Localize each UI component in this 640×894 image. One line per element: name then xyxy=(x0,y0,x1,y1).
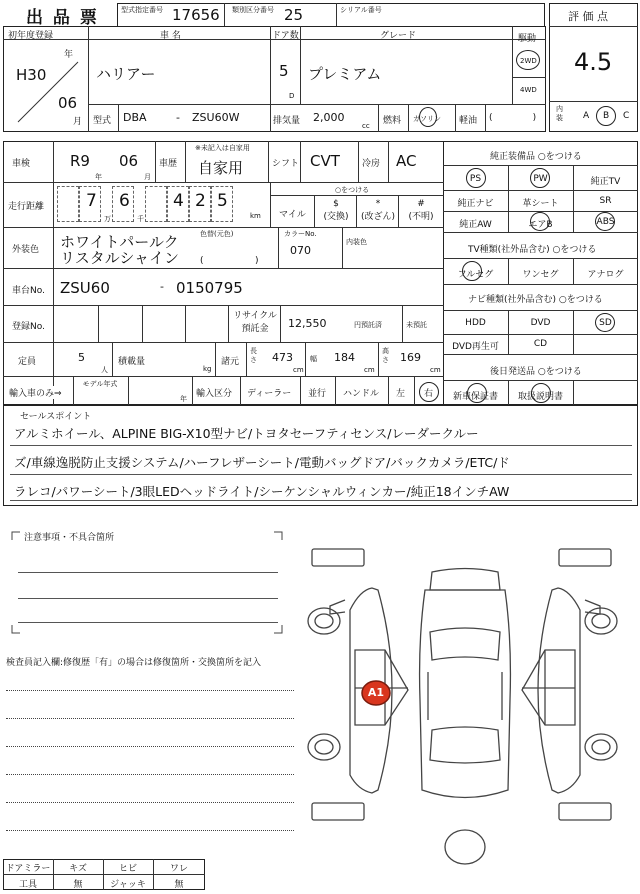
width: 184 xyxy=(334,351,355,364)
legend-tools: 工具 xyxy=(18,880,37,890)
rear-bumper-right xyxy=(559,803,611,820)
mileage-digit-4: 2 xyxy=(195,191,206,211)
import-dealer: ディーラー xyxy=(247,389,292,399)
length: 473 xyxy=(272,351,293,364)
inspection-era: R9 xyxy=(70,152,90,170)
notes-title: 注意事項・不具合箇所 xyxy=(22,530,116,543)
sales-points-title: セールスポイント xyxy=(20,412,92,422)
import-parallel: 並行 xyxy=(308,389,327,399)
height-unit: cm xyxy=(430,366,441,374)
mileage-digit-3: 4 xyxy=(173,191,184,211)
shift-label: シフト xyxy=(272,159,300,169)
serial-label: シリアル番号 xyxy=(340,6,382,14)
drive-label: 駆動 xyxy=(518,34,537,44)
rear-bumper-left xyxy=(312,803,364,820)
chassis-prefix: ZSU60 xyxy=(60,279,110,297)
recycle-deposited: 円預託済 xyxy=(354,321,382,329)
damage-marker-label: A1 xyxy=(367,686,385,699)
chassis-dash: - xyxy=(160,280,164,293)
front-bumper xyxy=(312,549,364,566)
tampered-symbol: * xyxy=(375,199,381,209)
ac: AC xyxy=(396,152,417,170)
first-reg-label: 初年度登録 xyxy=(8,31,54,41)
repaint-label: 色替(元色) xyxy=(200,230,234,238)
model-prefix: DBA xyxy=(123,111,147,124)
model-label: 型式 xyxy=(93,116,112,126)
shift: CVT xyxy=(310,152,340,170)
color-code: 070 xyxy=(290,244,311,257)
mileage-digit-2: 6 xyxy=(119,191,130,211)
load-unit: kg xyxy=(203,365,212,373)
first-reg-year-unit: 年 xyxy=(64,50,74,60)
spec-label: 諸元 xyxy=(221,357,240,367)
interior-grade-c: C xyxy=(623,111,630,121)
legend-jack-value: 無 xyxy=(174,880,184,890)
grade-label: グレード xyxy=(380,31,417,41)
mileage-man-unit: 万 xyxy=(104,215,111,223)
chassis-number: 0150795 xyxy=(176,279,243,297)
legend-jack: ジャッキ xyxy=(110,880,146,890)
chassis-label: 車台No. xyxy=(12,286,45,296)
repaint-original: ( ) xyxy=(200,256,259,266)
drive-4wd: 4WD xyxy=(520,86,537,94)
navi-hdd: HDD xyxy=(465,318,486,328)
model-spec-label: 型式指定番号 xyxy=(121,6,163,14)
mileage-label: 走行距離 xyxy=(8,202,45,212)
inspector-notes-title: 検査員記入欄:修復歴「有」の場合は修復箇所・交換箇所を記入 xyxy=(6,658,262,668)
navi-title: ナビ種類(社外品含む) ○をつける xyxy=(468,295,603,305)
inspection-m-unit: 月 xyxy=(144,173,151,181)
equip-leather: 革シート xyxy=(522,199,559,209)
unknown-text: (不明) xyxy=(408,212,434,222)
drive-2wd: 2WD xyxy=(520,57,537,65)
color-code-label: カラーNo. xyxy=(284,230,317,238)
mileage-digit-1: 7 xyxy=(86,191,97,211)
mileage-digit-5: 5 xyxy=(217,191,228,211)
fuel-other: ( ) xyxy=(489,113,537,123)
mileage-sen-unit: 千 xyxy=(137,215,144,223)
navi-sd: SD xyxy=(599,318,612,328)
model-dash: - xyxy=(176,111,180,124)
width-unit: cm xyxy=(364,366,375,374)
import-class-label: 輸入区分 xyxy=(196,389,233,399)
reg-number-label: 登録No. xyxy=(12,322,45,332)
tv-title: TV種類(社外品含む) ○をつける xyxy=(468,245,597,255)
front-bumper-right xyxy=(559,549,611,566)
door-type: D xyxy=(289,92,295,100)
equipment-title: 純正装備品 ○をつける xyxy=(490,152,582,162)
mileage-unit-mile: マイル xyxy=(279,210,306,220)
interior-grade-b: B xyxy=(603,111,610,121)
navi-dvd-playback: DVD再生可 xyxy=(452,342,499,352)
later-title: 後日発送品 ○をつける xyxy=(490,367,582,377)
recycle-fee: 12,550 xyxy=(288,317,327,330)
legend-mirror: ドアミラー xyxy=(5,864,51,874)
recycle-not-deposited: 未預託 xyxy=(406,321,427,329)
legend-crack: ヒビ xyxy=(118,864,137,874)
fuel-diesel: 軽油 xyxy=(459,116,478,126)
interior-color-label: 内装色 xyxy=(346,238,367,246)
height-label: 高さ xyxy=(382,347,389,364)
handle-left: 左 xyxy=(396,389,406,399)
inspection-label: 車検 xyxy=(12,159,31,169)
legend-tools-value: 無 xyxy=(73,880,83,890)
later-manual: 取扱説明書 xyxy=(517,392,563,402)
rating-score: 4.5 xyxy=(574,48,613,76)
model-year-unit: 年 xyxy=(180,395,187,403)
equip-pw: PW xyxy=(533,174,548,184)
first-reg-year: H30 xyxy=(16,66,47,84)
history: 自家用 xyxy=(198,159,244,177)
equip-navi: 純正ナビ xyxy=(457,199,494,209)
tv-fullseg: フルセグ xyxy=(457,270,494,280)
displacement-label: 排気量 xyxy=(273,116,301,126)
cc-unit: cc xyxy=(362,122,370,130)
ac-label: 冷房 xyxy=(362,159,381,169)
tv-oneseg: ワンセグ xyxy=(522,270,559,280)
exterior-color-label: 外装色 xyxy=(12,245,40,255)
model-code: ZSU60W xyxy=(192,111,240,124)
equip-ps: PS xyxy=(469,174,482,184)
car-name-label: 車 名 xyxy=(160,31,181,41)
handle-right: 右 xyxy=(424,389,434,399)
fuel-gasoline: ガソリン xyxy=(413,115,441,123)
navi-cd: CD xyxy=(533,339,548,349)
model-spec-number: 17656 xyxy=(172,6,220,24)
navi-dvd: DVD xyxy=(530,318,551,328)
width-label: 幅 xyxy=(310,355,317,363)
displacement: 2,000 xyxy=(313,111,345,124)
first-reg-month: 06 xyxy=(58,94,78,112)
import-only-label: 輸入車のみ⇒ xyxy=(9,386,62,399)
inspection-year: 06 xyxy=(119,152,139,170)
exterior-color-line2: リスタルシャイン xyxy=(60,249,180,267)
category-label: 類別区分番号 xyxy=(232,6,274,14)
car-name: ハリアー xyxy=(96,65,156,83)
capacity-label: 定員 xyxy=(18,357,37,367)
height: 169 xyxy=(400,351,421,364)
exchanged-text: (交換) xyxy=(323,212,349,222)
equip-sr: SR xyxy=(599,196,612,206)
later-warranty: 新車保証書 xyxy=(452,392,498,402)
model-year-label: モデル年式 xyxy=(82,380,118,388)
mileage-km-unit: km xyxy=(250,212,261,220)
exchanged-symbol: $ xyxy=(333,199,339,209)
history-label: 車歴 xyxy=(159,159,178,169)
interior-grade-a: A xyxy=(583,111,590,121)
length-unit: cm xyxy=(293,366,304,374)
equip-tv: 純正TV xyxy=(590,177,621,187)
category-number: 25 xyxy=(284,6,304,24)
load-label: 積載量 xyxy=(118,357,146,367)
interior-label: 内装 xyxy=(556,105,563,122)
capacity: 5 xyxy=(78,351,85,364)
sales-point-line-3: ラレコ/パワーシート/3眼LEDヘッドライト/シーケンシャルウィンカー/純正18インチAW xyxy=(14,484,510,499)
door-count-label: ドア数 xyxy=(272,31,299,41)
capacity-unit: 人 xyxy=(101,366,108,374)
legend-scratch: キズ xyxy=(69,864,87,874)
inspection-y-unit: 年 xyxy=(95,173,102,181)
sheet-title: 出 品 票 xyxy=(26,8,99,28)
first-reg-month-unit: 月 xyxy=(73,117,83,127)
handle-label: ハンドル xyxy=(343,389,380,399)
rating-label: 評 価 点 xyxy=(568,10,608,23)
equip-abs: ABS xyxy=(596,217,615,227)
exterior-color-line1: ホワイトパールク xyxy=(60,233,179,251)
tampered-text: (改ざん) xyxy=(360,212,396,222)
sales-point-line-1: アルミホイール、ALPINE BIG-X10型ナビ/トヨタセーフティセンス/レーダークルー xyxy=(14,426,479,441)
history-note: ※未記入は自家用 xyxy=(195,144,250,152)
mileage-attach-note: ○をつける xyxy=(335,186,370,194)
tv-analog: アナログ xyxy=(587,270,624,280)
fuel-label: 燃料 xyxy=(383,116,402,126)
recycle-label: リサイクル預託金 xyxy=(233,311,277,334)
equip-airbag: エアB xyxy=(528,220,553,230)
legend-break: ワレ xyxy=(169,864,188,874)
equip-aw: 純正AW xyxy=(459,220,492,230)
unknown-symbol: # xyxy=(417,199,425,209)
grade: プレミアム xyxy=(308,65,382,83)
length-label: 長さ xyxy=(250,347,257,364)
door-count: 5 xyxy=(279,62,289,80)
sales-point-line-2: ズ/車線逸脱防止支援システム/ハーフレザーシート/電動バッグドア/バックカメラ/ETC/ド xyxy=(14,455,510,470)
